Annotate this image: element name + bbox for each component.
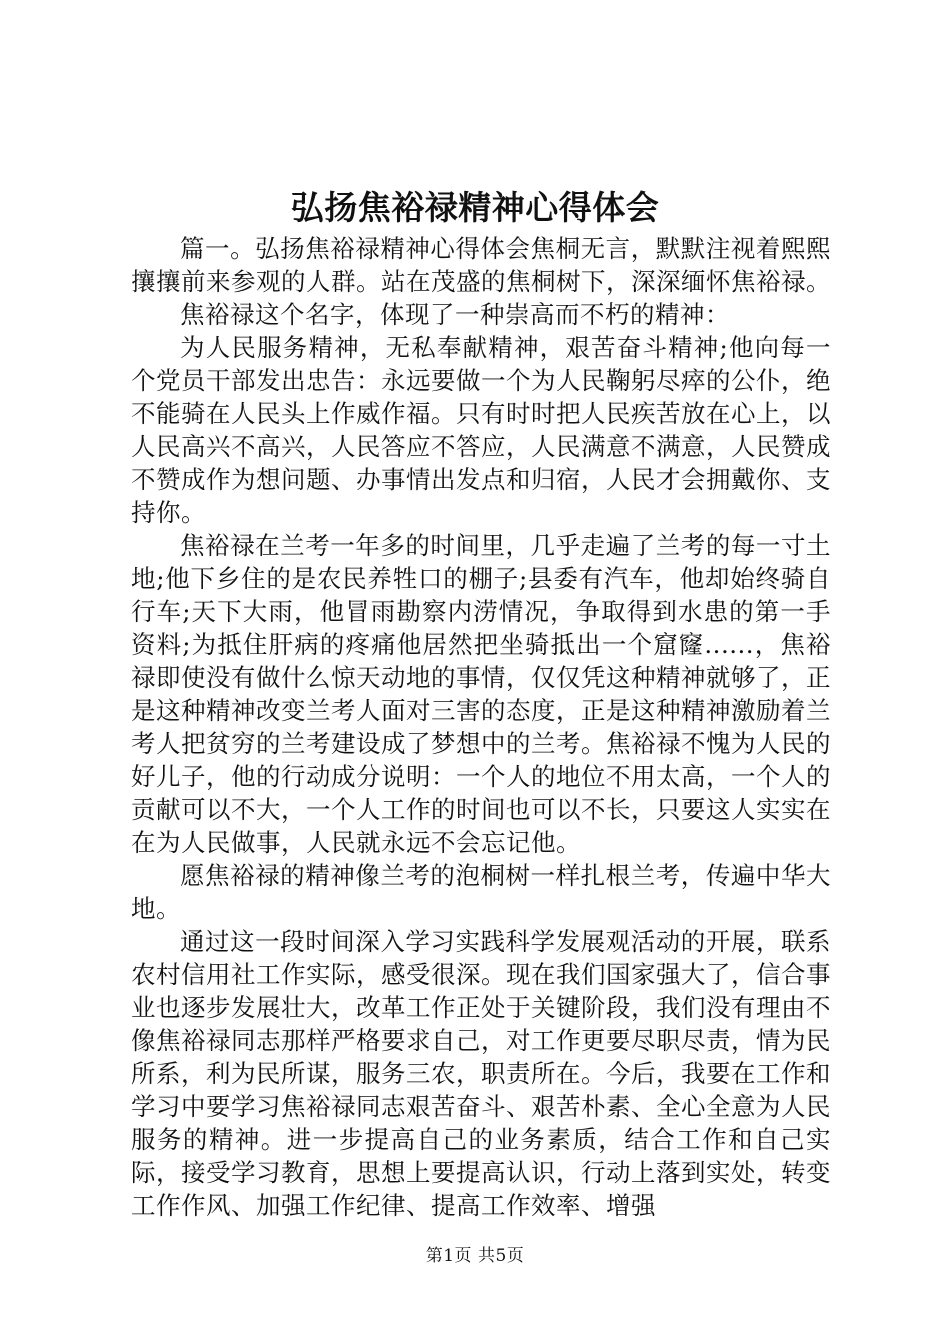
paragraph: 篇一。弘扬焦裕禄精神心得体会焦桐无言，默默注视着熙熙攘攘前来参观的人群。站在茂盛的焦桐树下，深深缅怀焦裕禄。 [131, 234, 831, 296]
paragraph: 愿焦裕禄的精神像兰考的泡桐树一样扎根兰考，传遍中华大地。 [131, 861, 831, 923]
paragraph: 焦裕禄在兰考一年多的时间里，几乎走遍了兰考的每一寸土地;他下乡住的是农民养牲口的棚子;县委有汽车，他却始终骑自行车;天下大雨，他冒雨勘察内涝情况，争取得到水患的第一手资料;为抵住肝病的疼痛他居然把坐骑抵出一个窟窿......，焦裕禄即使没有做什么惊天动地的事情，仅仅凭这种精神就够了，正是这种精神改变兰考人面对三害的态度，正是这种精神激励着兰考人把贫穷的兰考建设成了梦想中的兰考。焦裕禄不愧为人民的好儿子，他的行动成分说明：一个人的地位不用太高，一个人的贡献可以不大，一个人工作的时间也可以不长，只要这人实实在在为人民做事，人民就永远不会忘记他。 [131, 531, 831, 857]
paragraph: 通过这一段时间深入学习实践科学发展观活动的开展，联系农村信用社工作实际，感受很深。现在我们国家强大了，信合事业也逐步发展壮大，改革工作正处于关键阶段，我们没有理由不像焦裕禄同志那样严格要求自己，对工作更要尽职尽责，情为民所系，利为民所谋，服务三农，职责所在。今后，我要在工作和学习中要学习焦裕禄同志艰苦奋斗、艰苦朴素、全心全意为人民服务的精神。进一步提高自己的业务素质，结合工作和自己实际，接受学习教育，思想上要提高认识，行动上落到实处，转变工作作风、加强工作纪律、提高工作效率、增强 [131, 927, 831, 1220]
page-number-footer: 第1页 共5页 [425, 1246, 525, 1266]
document-title: 弘扬焦裕禄精神心得体会 [290, 188, 660, 227]
document-body [131, 232, 831, 1222]
paragraph: 为人民服务精神，无私奉献精神，艰苦奋斗精神;他向每一个党员干部发出忠告：永远要做一个为人民鞠躬尽瘁的公仆，绝不能骑在人民头上作威作福。只有时时把人民疾苦放在心上，以人民高兴不高兴，人民答应不答应，人民满意不满意，人民赞成不赞成作为想问题、办事情出发点和归宿，人民才会拥戴你、支持你。 [131, 333, 831, 527]
paragraph: 焦裕禄这个名字，体现了一种崇高而不朽的精神： [180, 300, 730, 329]
